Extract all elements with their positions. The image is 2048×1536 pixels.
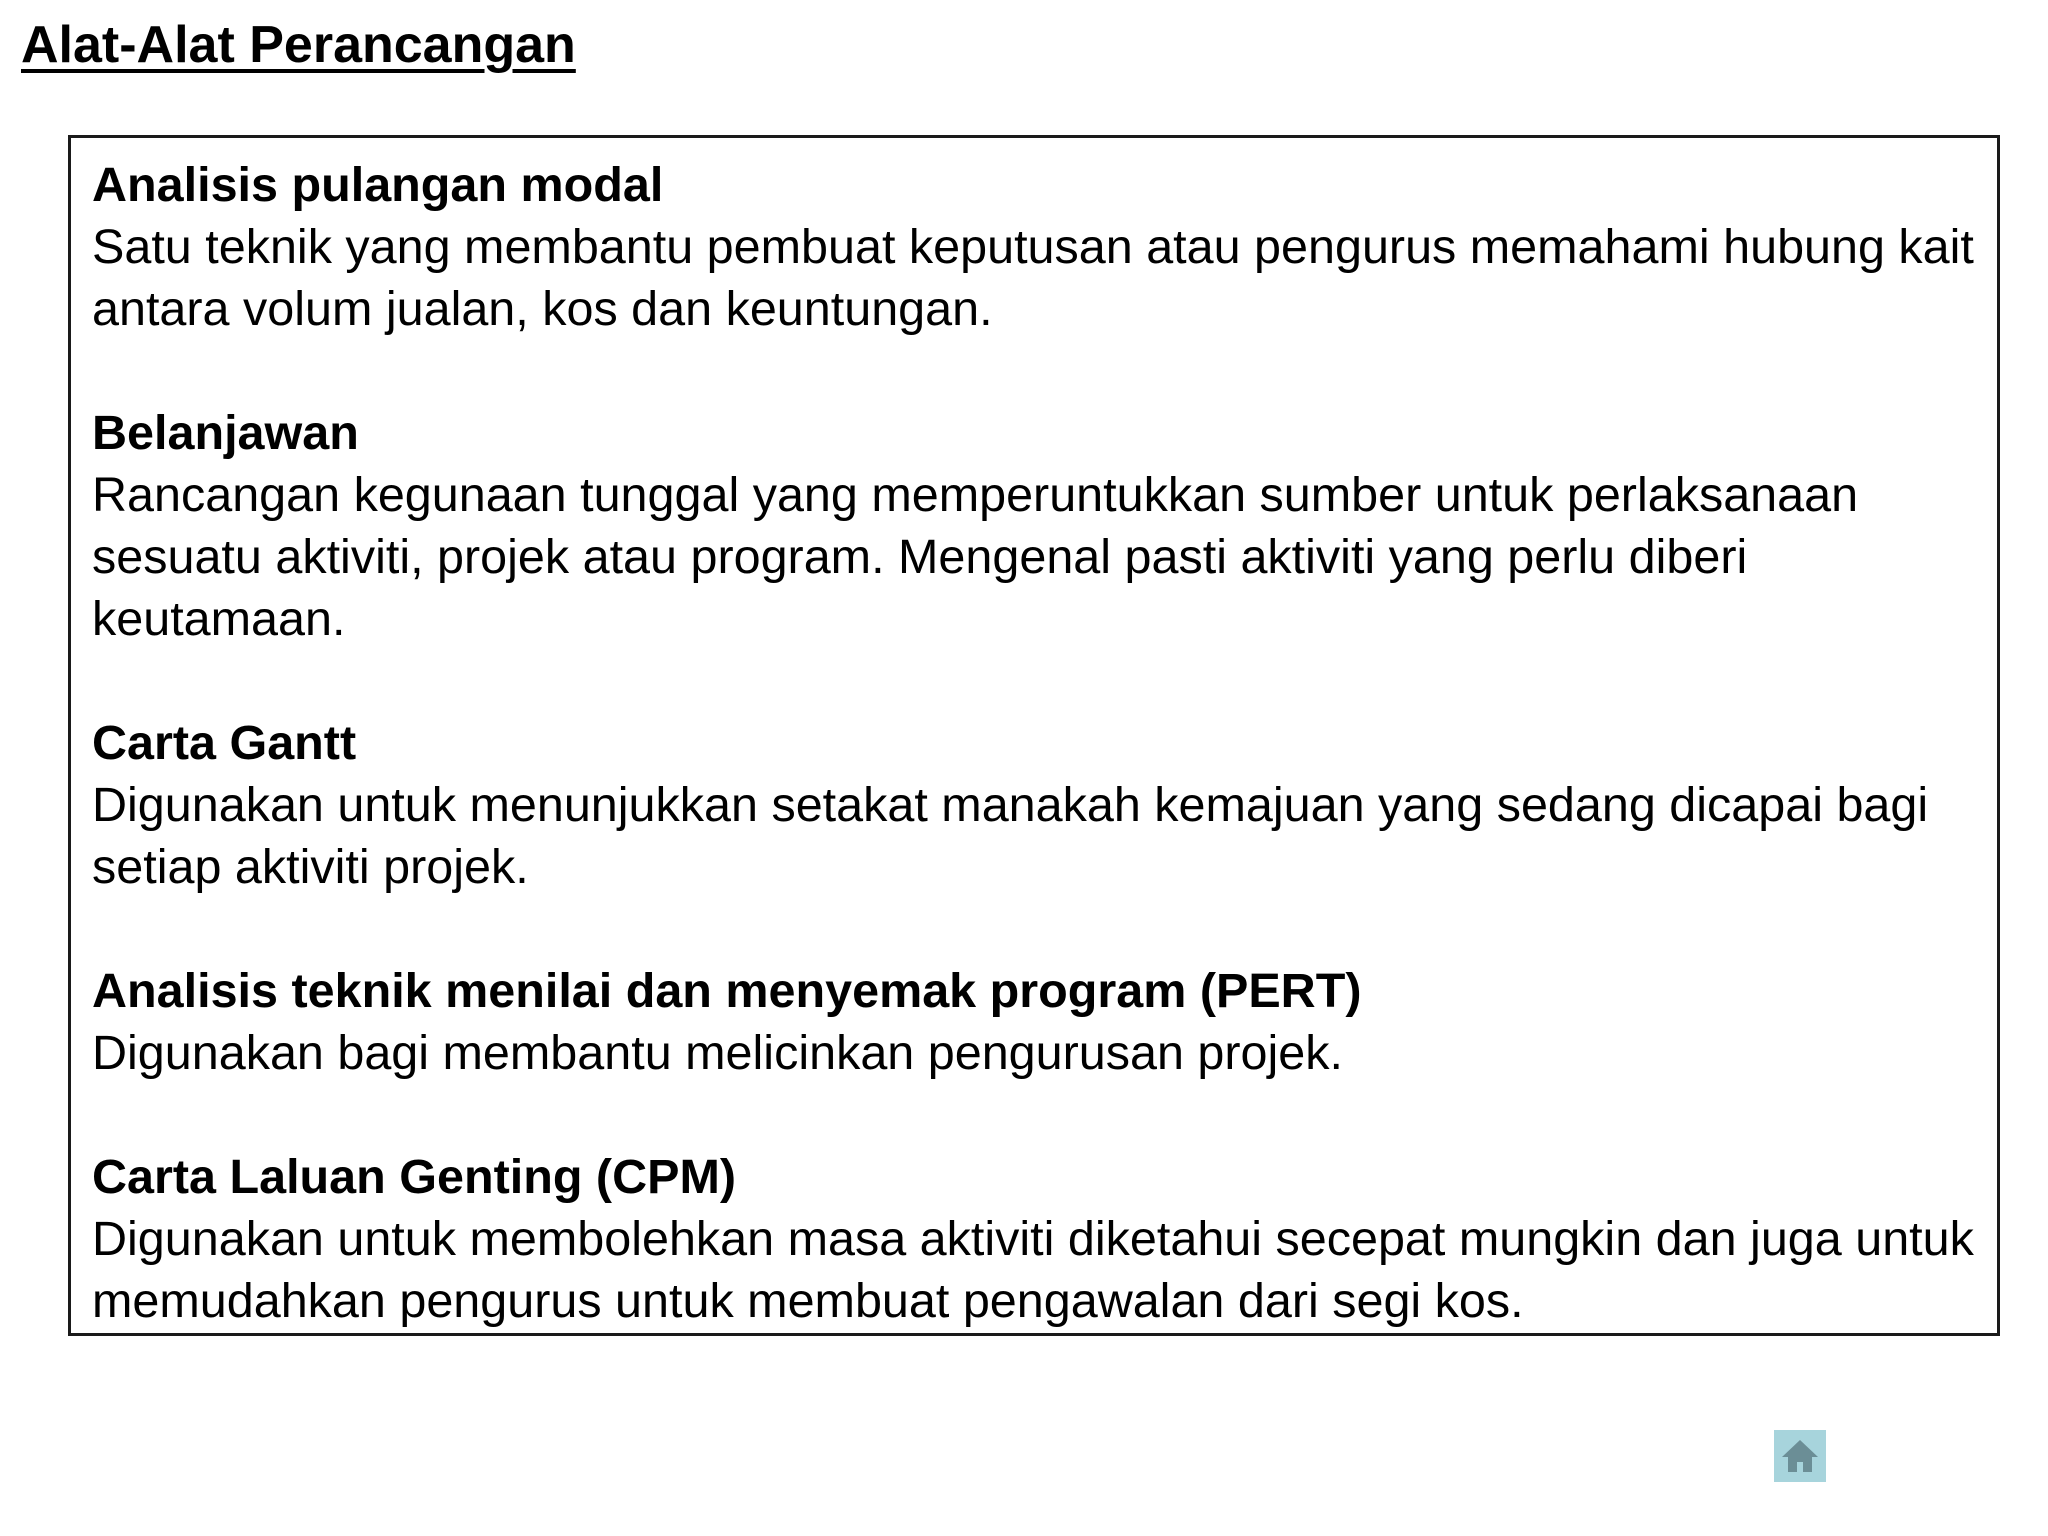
tool-section-carta-gantt — [92, 712, 1975, 898]
tool-description: Digunakan untuk membolehkan masa aktiviti diketahui secepat mungkin dan juga untuk memudahkan pengurus untuk membuat pengawalan dari segi kos. — [92, 1212, 1974, 1328]
page-title: Alat-Alat Perancangan — [21, 16, 576, 74]
planning-tools-box — [68, 135, 2000, 1336]
tool-heading: Belanjawan — [92, 406, 359, 460]
tool-description: Rancangan kegunaan tunggal yang memperuntukkan sumber untuk perlaksanaan sesuatu aktiviti, projek atau program. Mengenal pasti aktiviti yang perlu diberi keutamaan. — [92, 468, 1859, 646]
tool-heading: Analisis pulangan modal — [92, 158, 664, 212]
tool-heading: Analisis teknik menilai dan menyemak program (PERT) — [92, 964, 1362, 1018]
tool-section-cpm — [92, 1146, 1975, 1332]
tool-section-pert — [92, 960, 1975, 1084]
home-button[interactable] — [1774, 1430, 1826, 1482]
tool-heading: Carta Laluan Genting (CPM) — [92, 1150, 736, 1204]
tool-description: Digunakan untuk menunjukkan setakat manakah kemajuan yang sedang dicapai bagi setiap aktiviti projek. — [92, 778, 1929, 894]
tool-section-analisis-pulangan-modal — [92, 154, 1975, 340]
tool-heading: Carta Gantt — [92, 716, 357, 770]
tool-description: Digunakan bagi membantu melicinkan pengurusan projek. — [92, 1026, 1343, 1080]
tool-description: Satu teknik yang membantu pembuat keputusan atau pengurus memahami hubung kait antara volum jualan, kos dan keuntungan. — [92, 220, 1974, 336]
home-icon — [1780, 1436, 1820, 1476]
tool-section-belanjawan — [92, 402, 1975, 650]
